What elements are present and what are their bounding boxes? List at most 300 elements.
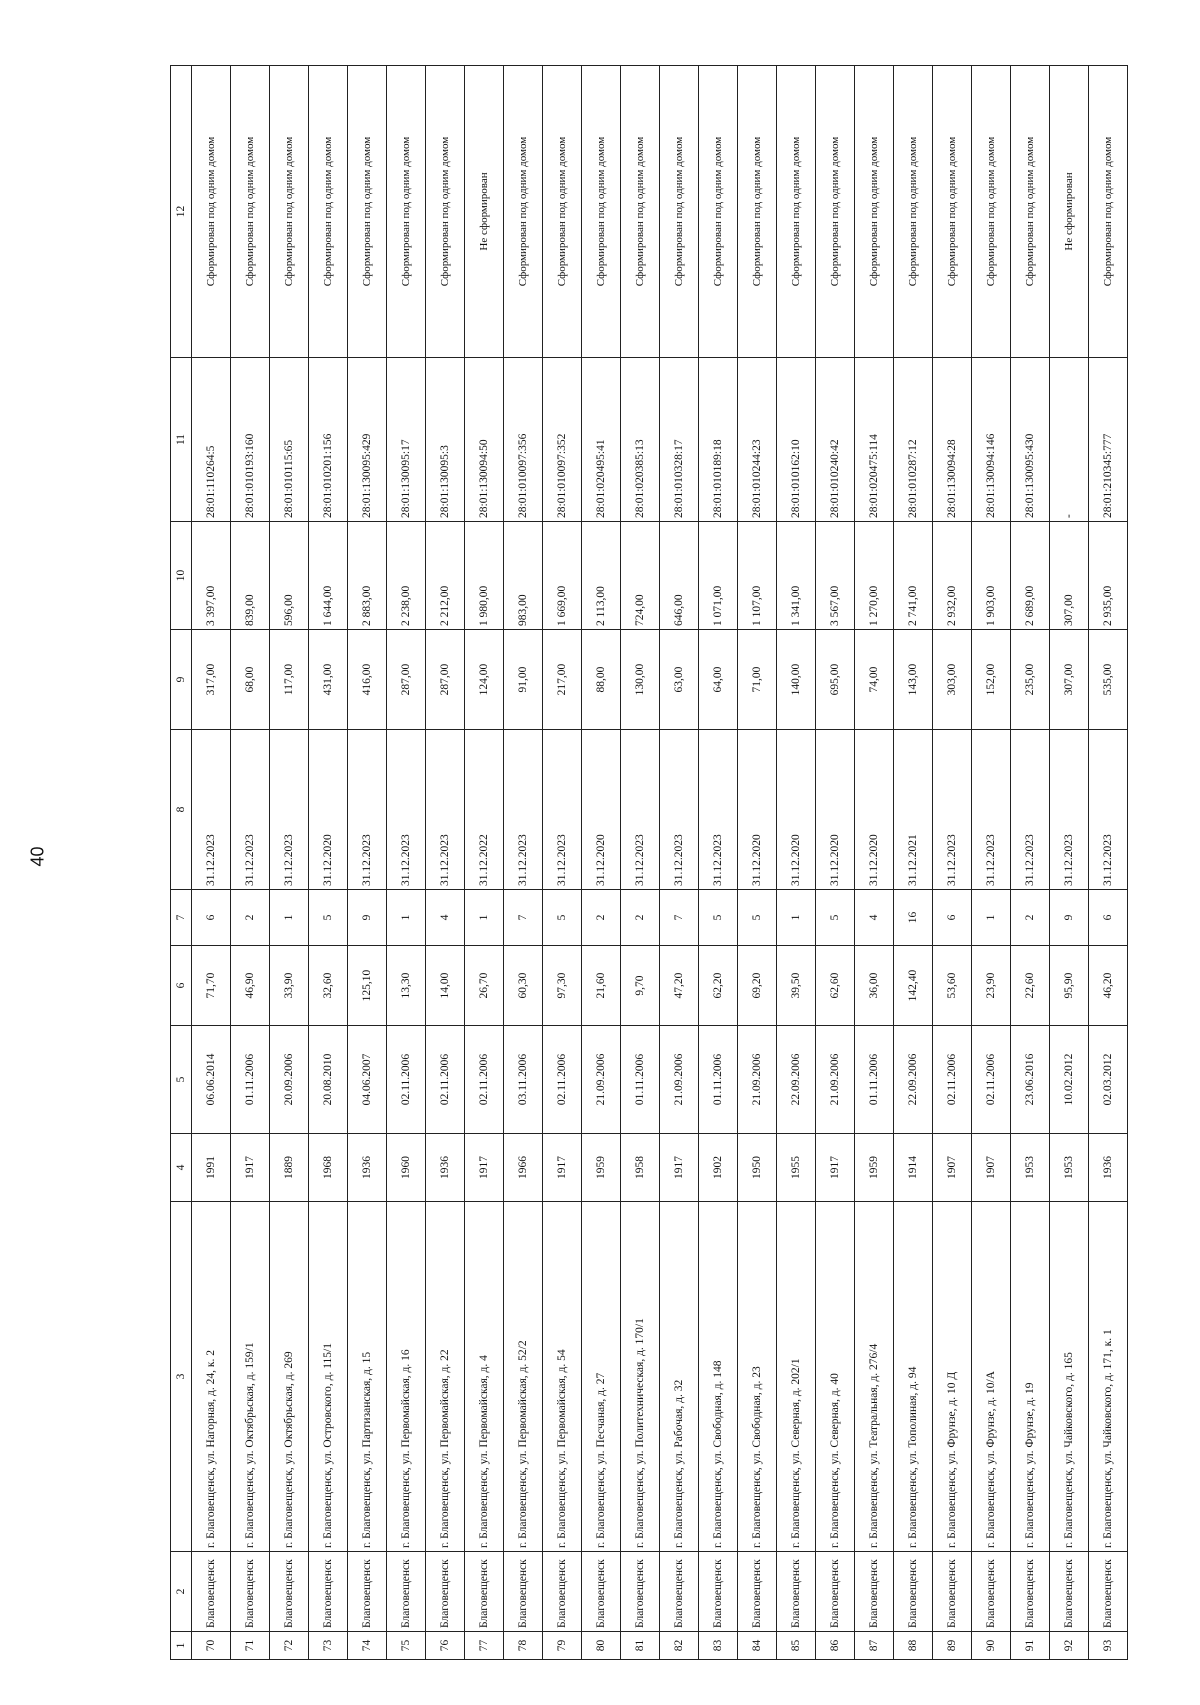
residents-cell: 4 bbox=[855, 890, 894, 946]
table-body bbox=[192, 66, 1128, 1660]
build-year-cell: 1917 bbox=[816, 1134, 855, 1202]
cadastral-number-cell: 28:01:010097:352 bbox=[543, 358, 582, 522]
address-cell: г. Благовещенск, ул. Театральная, д. 276/4 bbox=[855, 1202, 894, 1552]
total-area-cell: 2 741,00 bbox=[894, 522, 933, 630]
land-status-cell: Сформирован под одним домом bbox=[855, 66, 894, 358]
city-cell: Благовещенск bbox=[1011, 1552, 1050, 1632]
table-row bbox=[621, 66, 660, 1660]
column-header-3: 3 bbox=[171, 1202, 192, 1552]
column-header-7: 7 bbox=[171, 890, 192, 946]
cadastral-number-cell: 28:01:130094:28 bbox=[933, 358, 972, 522]
address-cell: г. Благовещенск, ул. Северная, д. 40 bbox=[816, 1202, 855, 1552]
address-cell: г. Благовещенск, ул. Первомайская, д. 22 bbox=[426, 1202, 465, 1552]
deadline-date-cell: 31.12.2020 bbox=[309, 730, 348, 890]
registration-date-cell: 02.11.2006 bbox=[543, 1026, 582, 1134]
address-cell: г. Благовещенск, ул. Тополиная, д. 94 bbox=[894, 1202, 933, 1552]
address-cell: г. Благовещенск, ул. Северная, д. 202/1 bbox=[777, 1202, 816, 1552]
table-row bbox=[699, 66, 738, 1660]
table-row bbox=[582, 66, 621, 1660]
city-cell: Благовещенск bbox=[1050, 1552, 1089, 1632]
city-cell: Благовещенск bbox=[192, 1552, 231, 1632]
city-cell: Благовещенск bbox=[894, 1552, 933, 1632]
area-cell: 46,20 bbox=[1089, 946, 1128, 1026]
residents-cell: 2 bbox=[621, 890, 660, 946]
total-area-cell: 307,00 bbox=[1050, 522, 1089, 630]
build-year-cell: 1917 bbox=[231, 1134, 270, 1202]
build-year-cell: 1953 bbox=[1050, 1134, 1089, 1202]
address-cell: г. Благовещенск, ул. Рабочая, д. 32 bbox=[660, 1202, 699, 1552]
row-number-cell: 73 bbox=[309, 1632, 348, 1660]
residents-cell: 6 bbox=[1089, 890, 1128, 946]
area-cell: 26,70 bbox=[465, 946, 504, 1026]
total-area-cell: 2 932,00 bbox=[933, 522, 972, 630]
address-cell: г. Благовещенск, ул. Чайковского, д. 165 bbox=[1050, 1202, 1089, 1552]
residents-cell: 5 bbox=[543, 890, 582, 946]
row-number-cell: 87 bbox=[855, 1632, 894, 1660]
area-cell: 71,70 bbox=[192, 946, 231, 1026]
land-status-cell: Не сформирован bbox=[465, 66, 504, 358]
city-cell: Благовещенск bbox=[777, 1552, 816, 1632]
land-area-cell: 217,00 bbox=[543, 630, 582, 730]
build-year-cell: 1959 bbox=[582, 1134, 621, 1202]
city-cell: Благовещенск bbox=[933, 1552, 972, 1632]
land-area-cell: 130,00 bbox=[621, 630, 660, 730]
table-row bbox=[465, 66, 504, 1660]
row-number-cell: 78 bbox=[504, 1632, 543, 1660]
total-area-cell: 839,00 bbox=[231, 522, 270, 630]
city-cell: Благовещенск bbox=[231, 1552, 270, 1632]
area-cell: 62,20 bbox=[699, 946, 738, 1026]
cadastral-number-cell: 28:01:010189:18 bbox=[699, 358, 738, 522]
city-cell: Благовещенск bbox=[855, 1552, 894, 1632]
deadline-date-cell: 31.12.2023 bbox=[543, 730, 582, 890]
row-number-cell: 89 bbox=[933, 1632, 972, 1660]
area-cell: 9,70 bbox=[621, 946, 660, 1026]
build-year-cell: 1902 bbox=[699, 1134, 738, 1202]
land-area-cell: 74,00 bbox=[855, 630, 894, 730]
registration-date-cell: 04.06.2007 bbox=[348, 1026, 387, 1134]
total-area-cell: 3 397,00 bbox=[192, 522, 231, 630]
land-area-cell: 695,00 bbox=[816, 630, 855, 730]
registration-date-cell: 21.09.2006 bbox=[582, 1026, 621, 1134]
registration-date-cell: 21.09.2006 bbox=[660, 1026, 699, 1134]
cadastral-number-cell: 28:01:010328:17 bbox=[660, 358, 699, 522]
column-header-1: 1 bbox=[171, 1632, 192, 1660]
registration-date-cell: 01.11.2006 bbox=[621, 1026, 660, 1134]
deadline-date-cell: 31.12.2023 bbox=[621, 730, 660, 890]
deadline-date-cell: 31.12.2022 bbox=[465, 730, 504, 890]
land-area-cell: 303,00 bbox=[933, 630, 972, 730]
address-cell: г. Благовещенск, ул. Октябрьская, д. 159/1 bbox=[231, 1202, 270, 1552]
build-year-cell: 1936 bbox=[1089, 1134, 1128, 1202]
land-area-cell: 287,00 bbox=[426, 630, 465, 730]
area-cell: 69,20 bbox=[738, 946, 777, 1026]
city-cell: Благовещенск bbox=[348, 1552, 387, 1632]
area-cell: 95,90 bbox=[1050, 946, 1089, 1026]
registration-date-cell: 02.11.2006 bbox=[387, 1026, 426, 1134]
residents-cell: 1 bbox=[777, 890, 816, 946]
residents-cell: 1 bbox=[387, 890, 426, 946]
residents-cell: 6 bbox=[933, 890, 972, 946]
page-number: 40 bbox=[27, 846, 48, 867]
table-row bbox=[660, 66, 699, 1660]
table-row bbox=[309, 66, 348, 1660]
deadline-date-cell: 31.12.2023 bbox=[933, 730, 972, 890]
table-row bbox=[543, 66, 582, 1660]
build-year-cell: 1968 bbox=[309, 1134, 348, 1202]
total-area-cell: 646,00 bbox=[660, 522, 699, 630]
registration-date-cell: 02.11.2006 bbox=[972, 1026, 1011, 1134]
land-area-cell: 63,00 bbox=[660, 630, 699, 730]
column-header-8: 8 bbox=[171, 730, 192, 890]
table-row bbox=[1089, 66, 1128, 1660]
residents-cell: 5 bbox=[699, 890, 738, 946]
address-cell: г. Благовещенск, ул. Октябрьская, д. 269 bbox=[270, 1202, 309, 1552]
cadastral-number-cell: 28:01:210345:777 bbox=[1089, 358, 1128, 522]
address-cell: г. Благовещенск, ул. Чайковского, д. 171, к. 1 bbox=[1089, 1202, 1128, 1552]
build-year-cell: 1907 bbox=[933, 1134, 972, 1202]
total-area-cell: 1 107,00 bbox=[738, 522, 777, 630]
registration-date-cell: 23.06.2016 bbox=[1011, 1026, 1050, 1134]
deadline-date-cell: 31.12.2020 bbox=[855, 730, 894, 890]
deadline-date-cell: 31.12.2023 bbox=[1050, 730, 1089, 890]
cadastral-number-cell: 28:01:010193:160 bbox=[231, 358, 270, 522]
address-cell: г. Благовещенск, ул. Островского, д. 115/1 bbox=[309, 1202, 348, 1552]
residents-cell: 5 bbox=[309, 890, 348, 946]
area-cell: 125,10 bbox=[348, 946, 387, 1026]
cadastral-number-cell: 28:01:110264:5 bbox=[192, 358, 231, 522]
table-row bbox=[894, 66, 933, 1660]
address-cell: г. Благовещенск, ул. Фрунзе, д. 19 bbox=[1011, 1202, 1050, 1552]
total-area-cell: 724,00 bbox=[621, 522, 660, 630]
table-row bbox=[816, 66, 855, 1660]
row-number-cell: 79 bbox=[543, 1632, 582, 1660]
total-area-cell: 1 644,00 bbox=[309, 522, 348, 630]
registration-date-cell: 06.06.2014 bbox=[192, 1026, 231, 1134]
row-number-cell: 93 bbox=[1089, 1632, 1128, 1660]
area-cell: 53,60 bbox=[933, 946, 972, 1026]
housing-registry-table bbox=[170, 65, 1128, 1660]
registration-date-cell: 02.03.2012 bbox=[1089, 1026, 1128, 1134]
land-area-cell: 88,00 bbox=[582, 630, 621, 730]
registration-date-cell: 02.11.2006 bbox=[465, 1026, 504, 1134]
city-cell: Благовещенск bbox=[270, 1552, 309, 1632]
registration-date-cell: 01.11.2006 bbox=[855, 1026, 894, 1134]
header-row bbox=[171, 66, 192, 1660]
row-number-cell: 88 bbox=[894, 1632, 933, 1660]
deadline-date-cell: 31.12.2023 bbox=[270, 730, 309, 890]
cadastral-number-cell: 28:01:130094:146 bbox=[972, 358, 1011, 522]
area-cell: 60,30 bbox=[504, 946, 543, 1026]
column-header-11: 11 bbox=[171, 358, 192, 522]
registration-date-cell: 21.09.2006 bbox=[816, 1026, 855, 1134]
land-area-cell: 287,00 bbox=[387, 630, 426, 730]
total-area-cell: 1 669,00 bbox=[543, 522, 582, 630]
area-cell: 21,60 bbox=[582, 946, 621, 1026]
residents-cell: 1 bbox=[972, 890, 1011, 946]
land-status-cell: Сформирован под одним домом bbox=[504, 66, 543, 358]
registration-date-cell: 10.02.2012 bbox=[1050, 1026, 1089, 1134]
residents-cell: 4 bbox=[426, 890, 465, 946]
deadline-date-cell: 31.12.2023 bbox=[348, 730, 387, 890]
total-area-cell: 1 071,00 bbox=[699, 522, 738, 630]
area-cell: 22,60 bbox=[1011, 946, 1050, 1026]
row-number-cell: 71 bbox=[231, 1632, 270, 1660]
city-cell: Благовещенск bbox=[699, 1552, 738, 1632]
cadastral-number-cell: 28:01:020475:114 bbox=[855, 358, 894, 522]
rotated-table-container bbox=[170, 66, 1114, 1660]
residents-cell: 5 bbox=[738, 890, 777, 946]
row-number-cell: 77 bbox=[465, 1632, 504, 1660]
row-number-cell: 75 bbox=[387, 1632, 426, 1660]
build-year-cell: 1950 bbox=[738, 1134, 777, 1202]
cadastral-number-cell: 28:01:010244:23 bbox=[738, 358, 777, 522]
row-number-cell: 83 bbox=[699, 1632, 738, 1660]
land-status-cell: Сформирован под одним домом bbox=[1011, 66, 1050, 358]
column-header-6: 6 bbox=[171, 946, 192, 1026]
column-header-10: 10 bbox=[171, 522, 192, 630]
residents-cell: 1 bbox=[465, 890, 504, 946]
cadastral-number-cell: 28:01:010162:10 bbox=[777, 358, 816, 522]
land-status-cell: Сформирован под одним домом bbox=[660, 66, 699, 358]
address-cell: г. Благовещенск, ул. Фрунзе, д. 10 Д bbox=[933, 1202, 972, 1552]
land-area-cell: 140,00 bbox=[777, 630, 816, 730]
cadastral-number-cell: 28:01:130095:3 bbox=[426, 358, 465, 522]
residents-cell: 2 bbox=[582, 890, 621, 946]
area-cell: 33,90 bbox=[270, 946, 309, 1026]
land-status-cell: Сформирован под одним домом bbox=[621, 66, 660, 358]
cadastral-number-cell: 28:01:010201:156 bbox=[309, 358, 348, 522]
row-number-cell: 85 bbox=[777, 1632, 816, 1660]
total-area-cell: 2 238,00 bbox=[387, 522, 426, 630]
land-area-cell: 71,00 bbox=[738, 630, 777, 730]
build-year-cell: 1958 bbox=[621, 1134, 660, 1202]
cadastral-number-cell: 28:01:010287:12 bbox=[894, 358, 933, 522]
table-row bbox=[504, 66, 543, 1660]
land-status-cell: Сформирован под одним домом bbox=[192, 66, 231, 358]
table-row bbox=[231, 66, 270, 1660]
table-row bbox=[1011, 66, 1050, 1660]
deadline-date-cell: 31.12.2020 bbox=[816, 730, 855, 890]
city-cell: Благовещенск bbox=[465, 1552, 504, 1632]
table-row bbox=[348, 66, 387, 1660]
area-cell: 39,50 bbox=[777, 946, 816, 1026]
residents-cell: 9 bbox=[1050, 890, 1089, 946]
residents-cell: 16 bbox=[894, 890, 933, 946]
table-row bbox=[855, 66, 894, 1660]
land-area-cell: 124,00 bbox=[465, 630, 504, 730]
table-row bbox=[738, 66, 777, 1660]
cadastral-number-cell: 28:01:130095:429 bbox=[348, 358, 387, 522]
table-row bbox=[972, 66, 1011, 1660]
residents-cell: 5 bbox=[816, 890, 855, 946]
build-year-cell: 1914 bbox=[894, 1134, 933, 1202]
total-area-cell: 1 980,00 bbox=[465, 522, 504, 630]
row-number-cell: 92 bbox=[1050, 1632, 1089, 1660]
total-area-cell: 983,00 bbox=[504, 522, 543, 630]
column-header-2: 2 bbox=[171, 1552, 192, 1632]
land-area-cell: 317,00 bbox=[192, 630, 231, 730]
registration-date-cell: 02.11.2006 bbox=[933, 1026, 972, 1134]
area-cell: 32,60 bbox=[309, 946, 348, 1026]
land-area-cell: 535,00 bbox=[1089, 630, 1128, 730]
address-cell: г. Благовещенск, ул. Нагорная, д. 24, к. 2 bbox=[192, 1202, 231, 1552]
residents-cell: 7 bbox=[504, 890, 543, 946]
total-area-cell: 2 113,00 bbox=[582, 522, 621, 630]
deadline-date-cell: 31.12.2023 bbox=[504, 730, 543, 890]
table-row bbox=[1050, 66, 1089, 1660]
total-area-cell: 596,00 bbox=[270, 522, 309, 630]
deadline-date-cell: 31.12.2023 bbox=[192, 730, 231, 890]
cadastral-number-cell: 28:01:010240:42 bbox=[816, 358, 855, 522]
land-status-cell: Сформирован под одним домом bbox=[543, 66, 582, 358]
registration-date-cell: 22.09.2006 bbox=[894, 1026, 933, 1134]
table-row bbox=[426, 66, 465, 1660]
total-area-cell: 3 567,00 bbox=[816, 522, 855, 630]
row-number-cell: 70 bbox=[192, 1632, 231, 1660]
row-number-cell: 90 bbox=[972, 1632, 1011, 1660]
row-number-cell: 81 bbox=[621, 1632, 660, 1660]
registration-date-cell: 22.09.2006 bbox=[777, 1026, 816, 1134]
build-year-cell: 1889 bbox=[270, 1134, 309, 1202]
deadline-date-cell: 31.12.2023 bbox=[231, 730, 270, 890]
cadastral-number-cell: 28:01:010097:356 bbox=[504, 358, 543, 522]
land-area-cell: 68,00 bbox=[231, 630, 270, 730]
area-cell: 46,90 bbox=[231, 946, 270, 1026]
build-year-cell: 1917 bbox=[543, 1134, 582, 1202]
residents-cell: 9 bbox=[348, 890, 387, 946]
table-row bbox=[933, 66, 972, 1660]
residents-cell: 7 bbox=[660, 890, 699, 946]
row-number-cell: 86 bbox=[816, 1632, 855, 1660]
land-status-cell: Сформирован под одним домом bbox=[348, 66, 387, 358]
land-area-cell: 64,00 bbox=[699, 630, 738, 730]
registration-date-cell: 20.09.2006 bbox=[270, 1026, 309, 1134]
build-year-cell: 1991 bbox=[192, 1134, 231, 1202]
land-status-cell: Сформирован под одним домом bbox=[972, 66, 1011, 358]
total-area-cell: 2 935,00 bbox=[1089, 522, 1128, 630]
address-cell: г. Благовещенск, ул. Первомайская, д. 4 bbox=[465, 1202, 504, 1552]
city-cell: Благовещенск bbox=[309, 1552, 348, 1632]
registration-date-cell: 01.11.2006 bbox=[231, 1026, 270, 1134]
land-status-cell: Сформирован под одним домом bbox=[582, 66, 621, 358]
residents-cell: 2 bbox=[1011, 890, 1050, 946]
build-year-cell: 1936 bbox=[426, 1134, 465, 1202]
row-number-cell: 72 bbox=[270, 1632, 309, 1660]
column-header-5: 5 bbox=[171, 1026, 192, 1134]
area-cell: 97,30 bbox=[543, 946, 582, 1026]
column-header-12: 12 bbox=[171, 66, 192, 358]
registration-date-cell: 20.08.2010 bbox=[309, 1026, 348, 1134]
cadastral-number-cell: 28:01:020385:13 bbox=[621, 358, 660, 522]
land-area-cell: 152,00 bbox=[972, 630, 1011, 730]
address-cell: г. Благовещенск, ул. Партизанская, д. 15 bbox=[348, 1202, 387, 1552]
land-status-cell: Сформирован под одним домом bbox=[816, 66, 855, 358]
registry-table-area bbox=[170, 66, 1114, 1660]
column-header-4: 4 bbox=[171, 1134, 192, 1202]
land-area-cell: 416,00 bbox=[348, 630, 387, 730]
cadastral-number-cell: 28:01:130094:50 bbox=[465, 358, 504, 522]
address-cell: г. Благовещенск, ул. Свободная, д. 23 bbox=[738, 1202, 777, 1552]
deadline-date-cell: 31.12.2020 bbox=[582, 730, 621, 890]
build-year-cell: 1953 bbox=[1011, 1134, 1050, 1202]
area-cell: 62,60 bbox=[816, 946, 855, 1026]
total-area-cell: 1 270,00 bbox=[855, 522, 894, 630]
address-cell: г. Благовещенск, ул. Первомайская, д. 16 bbox=[387, 1202, 426, 1552]
build-year-cell: 1917 bbox=[465, 1134, 504, 1202]
area-cell: 36,00 bbox=[855, 946, 894, 1026]
residents-cell: 2 bbox=[231, 890, 270, 946]
total-area-cell: 2 689,00 bbox=[1011, 522, 1050, 630]
deadline-date-cell: 31.12.2023 bbox=[387, 730, 426, 890]
total-area-cell: 1 903,00 bbox=[972, 522, 1011, 630]
cadastral-number-cell: 28:01:020495:41 bbox=[582, 358, 621, 522]
row-number-cell: 84 bbox=[738, 1632, 777, 1660]
area-cell: 13,30 bbox=[387, 946, 426, 1026]
land-status-cell: Сформирован под одним домом bbox=[699, 66, 738, 358]
city-cell: Благовещенск bbox=[426, 1552, 465, 1632]
build-year-cell: 1960 bbox=[387, 1134, 426, 1202]
land-status-cell: Сформирован под одним домом bbox=[738, 66, 777, 358]
total-area-cell: 1 341,00 bbox=[777, 522, 816, 630]
address-cell: г. Благовещенск, ул. Песчаная, д. 27 bbox=[582, 1202, 621, 1552]
registration-date-cell: 03.11.2006 bbox=[504, 1026, 543, 1134]
build-year-cell: 1959 bbox=[855, 1134, 894, 1202]
land-status-cell: Сформирован под одним домом bbox=[777, 66, 816, 358]
area-cell: 14,00 bbox=[426, 946, 465, 1026]
total-area-cell: 2 212,00 bbox=[426, 522, 465, 630]
land-status-cell: Сформирован под одним домом bbox=[231, 66, 270, 358]
address-cell: г. Благовещенск, ул. Свободная, д. 148 bbox=[699, 1202, 738, 1552]
land-area-cell: 431,00 bbox=[309, 630, 348, 730]
city-cell: Благовещенск bbox=[582, 1552, 621, 1632]
city-cell: Благовещенск bbox=[621, 1552, 660, 1632]
city-cell: Благовещенск bbox=[387, 1552, 426, 1632]
deadline-date-cell: 31.12.2023 bbox=[1089, 730, 1128, 890]
table-row bbox=[777, 66, 816, 1660]
deadline-date-cell: 31.12.2023 bbox=[426, 730, 465, 890]
city-cell: Благовещенск bbox=[816, 1552, 855, 1632]
land-status-cell: Не сформирован bbox=[1050, 66, 1089, 358]
total-area-cell: 2 883,00 bbox=[348, 522, 387, 630]
land-area-cell: 307,00 bbox=[1050, 630, 1089, 730]
city-cell: Благовещенск bbox=[504, 1552, 543, 1632]
address-cell: г. Благовещенск, ул. Первомайская, д. 54 bbox=[543, 1202, 582, 1552]
land-status-cell: Сформирован под одним домом bbox=[933, 66, 972, 358]
land-status-cell: Сформирован под одним домом bbox=[894, 66, 933, 358]
build-year-cell: 1936 bbox=[348, 1134, 387, 1202]
table-row bbox=[192, 66, 231, 1660]
city-cell: Благовещенск bbox=[660, 1552, 699, 1632]
city-cell: Благовещенск bbox=[543, 1552, 582, 1632]
deadline-date-cell: 31.12.2023 bbox=[1011, 730, 1050, 890]
deadline-date-cell: 31.12.2023 bbox=[699, 730, 738, 890]
cadastral-number-cell: 28:01:130095:430 bbox=[1011, 358, 1050, 522]
land-area-cell: 117,00 bbox=[270, 630, 309, 730]
city-cell: Благовещенск bbox=[738, 1552, 777, 1632]
deadline-date-cell: 31.12.2021 bbox=[894, 730, 933, 890]
build-year-cell: 1907 bbox=[972, 1134, 1011, 1202]
address-cell: г. Благовещенск, ул. Фрунзе, д. 10/А bbox=[972, 1202, 1011, 1552]
build-year-cell: 1917 bbox=[660, 1134, 699, 1202]
area-cell: 23,90 bbox=[972, 946, 1011, 1026]
row-number-cell: 82 bbox=[660, 1632, 699, 1660]
build-year-cell: 1955 bbox=[777, 1134, 816, 1202]
city-cell: Благовещенск bbox=[972, 1552, 1011, 1632]
registration-date-cell: 21.09.2006 bbox=[738, 1026, 777, 1134]
table-row bbox=[387, 66, 426, 1660]
cadastral-number-cell: 28:01:010115:65 bbox=[270, 358, 309, 522]
